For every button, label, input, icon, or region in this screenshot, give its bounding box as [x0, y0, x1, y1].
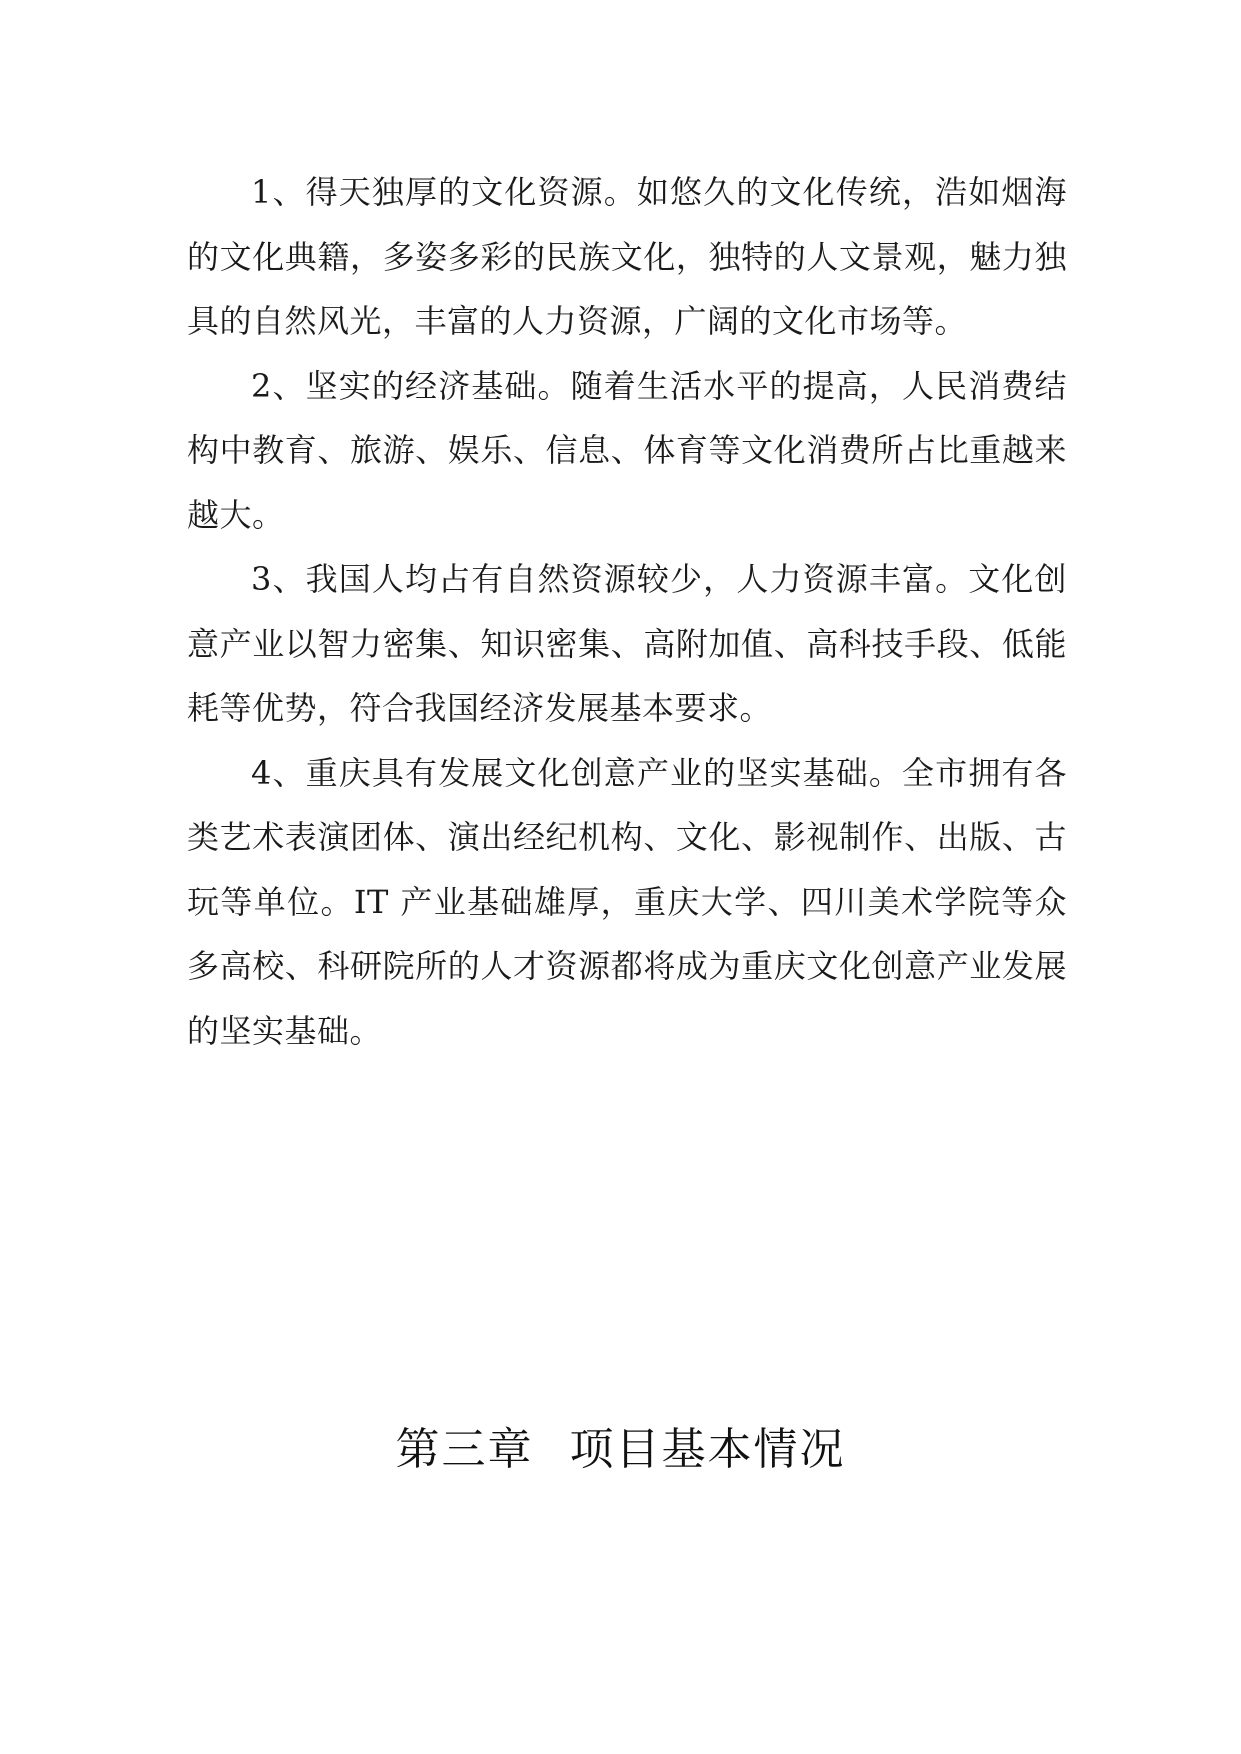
paragraph-1: 1、得天独厚的文化资源。如悠久的文化传统，浩如烟海的文化典籍，多姿多彩的民族文化，独特的人文景观，魅力独具的自然风光，丰富的人力资源，广阔的文化市场等。 [187, 173, 1067, 340]
chapter-title: 项目基本情况 [569, 1424, 846, 1475]
chapter-number: 第三章 [395, 1424, 534, 1475]
paragraph-4: 4、重庆具有发展文化创意产业的坚实基础。全市拥有各类艺术表演团体、演出经纪机构、文化、影视制作、出版、古玩等单位。IT 产业基础雄厚，重庆大学、四川美术学院等众多高校、科研院所的人才资源都将成为重庆文化创意产业发展的坚实基础。 [187, 753, 1067, 1050]
paragraph-2: 2、坚实的经济基础。随着生活水平的提高，人民消费结构中教育、旅游、娱乐、信息、体育等文化消费所占比重越来越大。 [187, 366, 1067, 534]
body-text [187, 160, 1067, 1063]
chapter-heading [0, 1420, 1241, 1480]
paragraph-3: 3、我国人均占有自然资源较少，人力资源丰富。文化创意产业以智力密集、知识密集、高附加值、高科技手段、低能耗等优势，符合我国经济发展基本要求。 [187, 560, 1067, 727]
